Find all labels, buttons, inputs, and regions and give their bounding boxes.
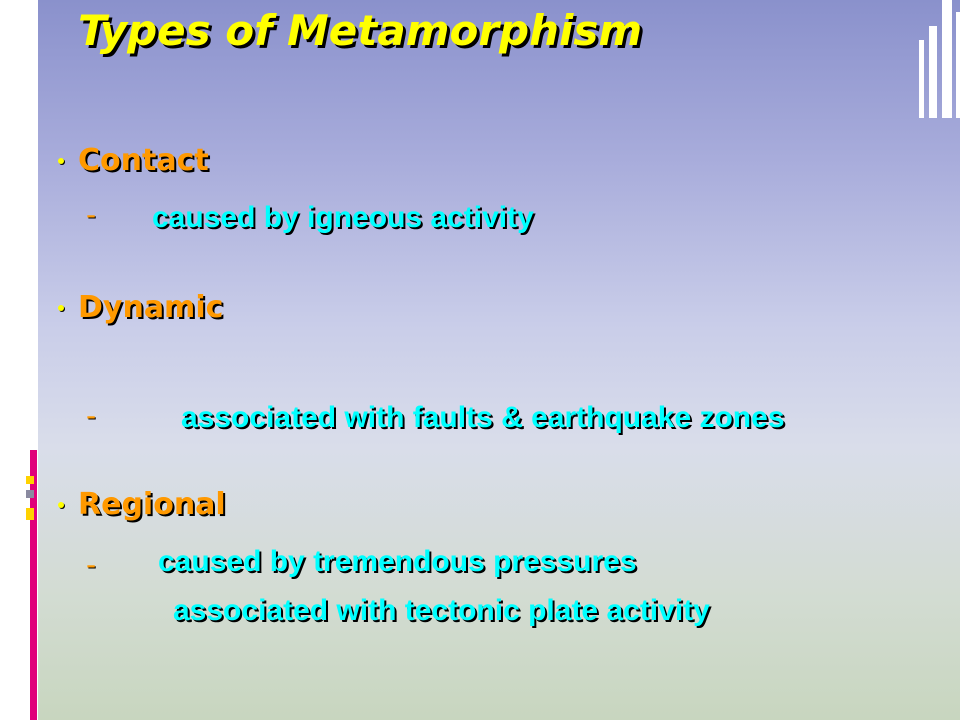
bullet-description-continued: associated with tectonic plate activity [173, 594, 710, 627]
bullet-description: caused by igneous activity [152, 201, 534, 234]
decor-bar-white-3 [919, 40, 924, 118]
bullet-description: associated with faults & earthquake zones [181, 401, 785, 434]
dash-marker: - [86, 548, 97, 581]
bullet-item-regional [58, 487, 226, 522]
bullet-item-contact [58, 143, 209, 178]
decor-bar-white-2 [929, 26, 937, 118]
decor-bar-white-1 [942, 0, 952, 118]
decor-square-yellow-1 [26, 476, 34, 484]
bullet-heading: Regional [78, 487, 226, 522]
dash-marker: - [86, 198, 97, 231]
bullet-dot-icon [58, 305, 64, 311]
bullet-description: caused by tremendous pressures [158, 545, 637, 578]
decor-square-grey [26, 490, 34, 498]
bullet-heading: Dynamic [78, 290, 224, 325]
dash-marker: - [86, 399, 97, 432]
bullet-item-dynamic [58, 290, 223, 325]
bullet-dot-icon [58, 502, 64, 508]
bullet-dot-icon [58, 158, 64, 164]
bullet-heading: Contact [78, 143, 209, 178]
decor-square-yellow-2 [26, 508, 34, 520]
decor-bar-white-4 [956, 12, 960, 118]
slide-title: Types of Metamorphism [78, 6, 643, 55]
